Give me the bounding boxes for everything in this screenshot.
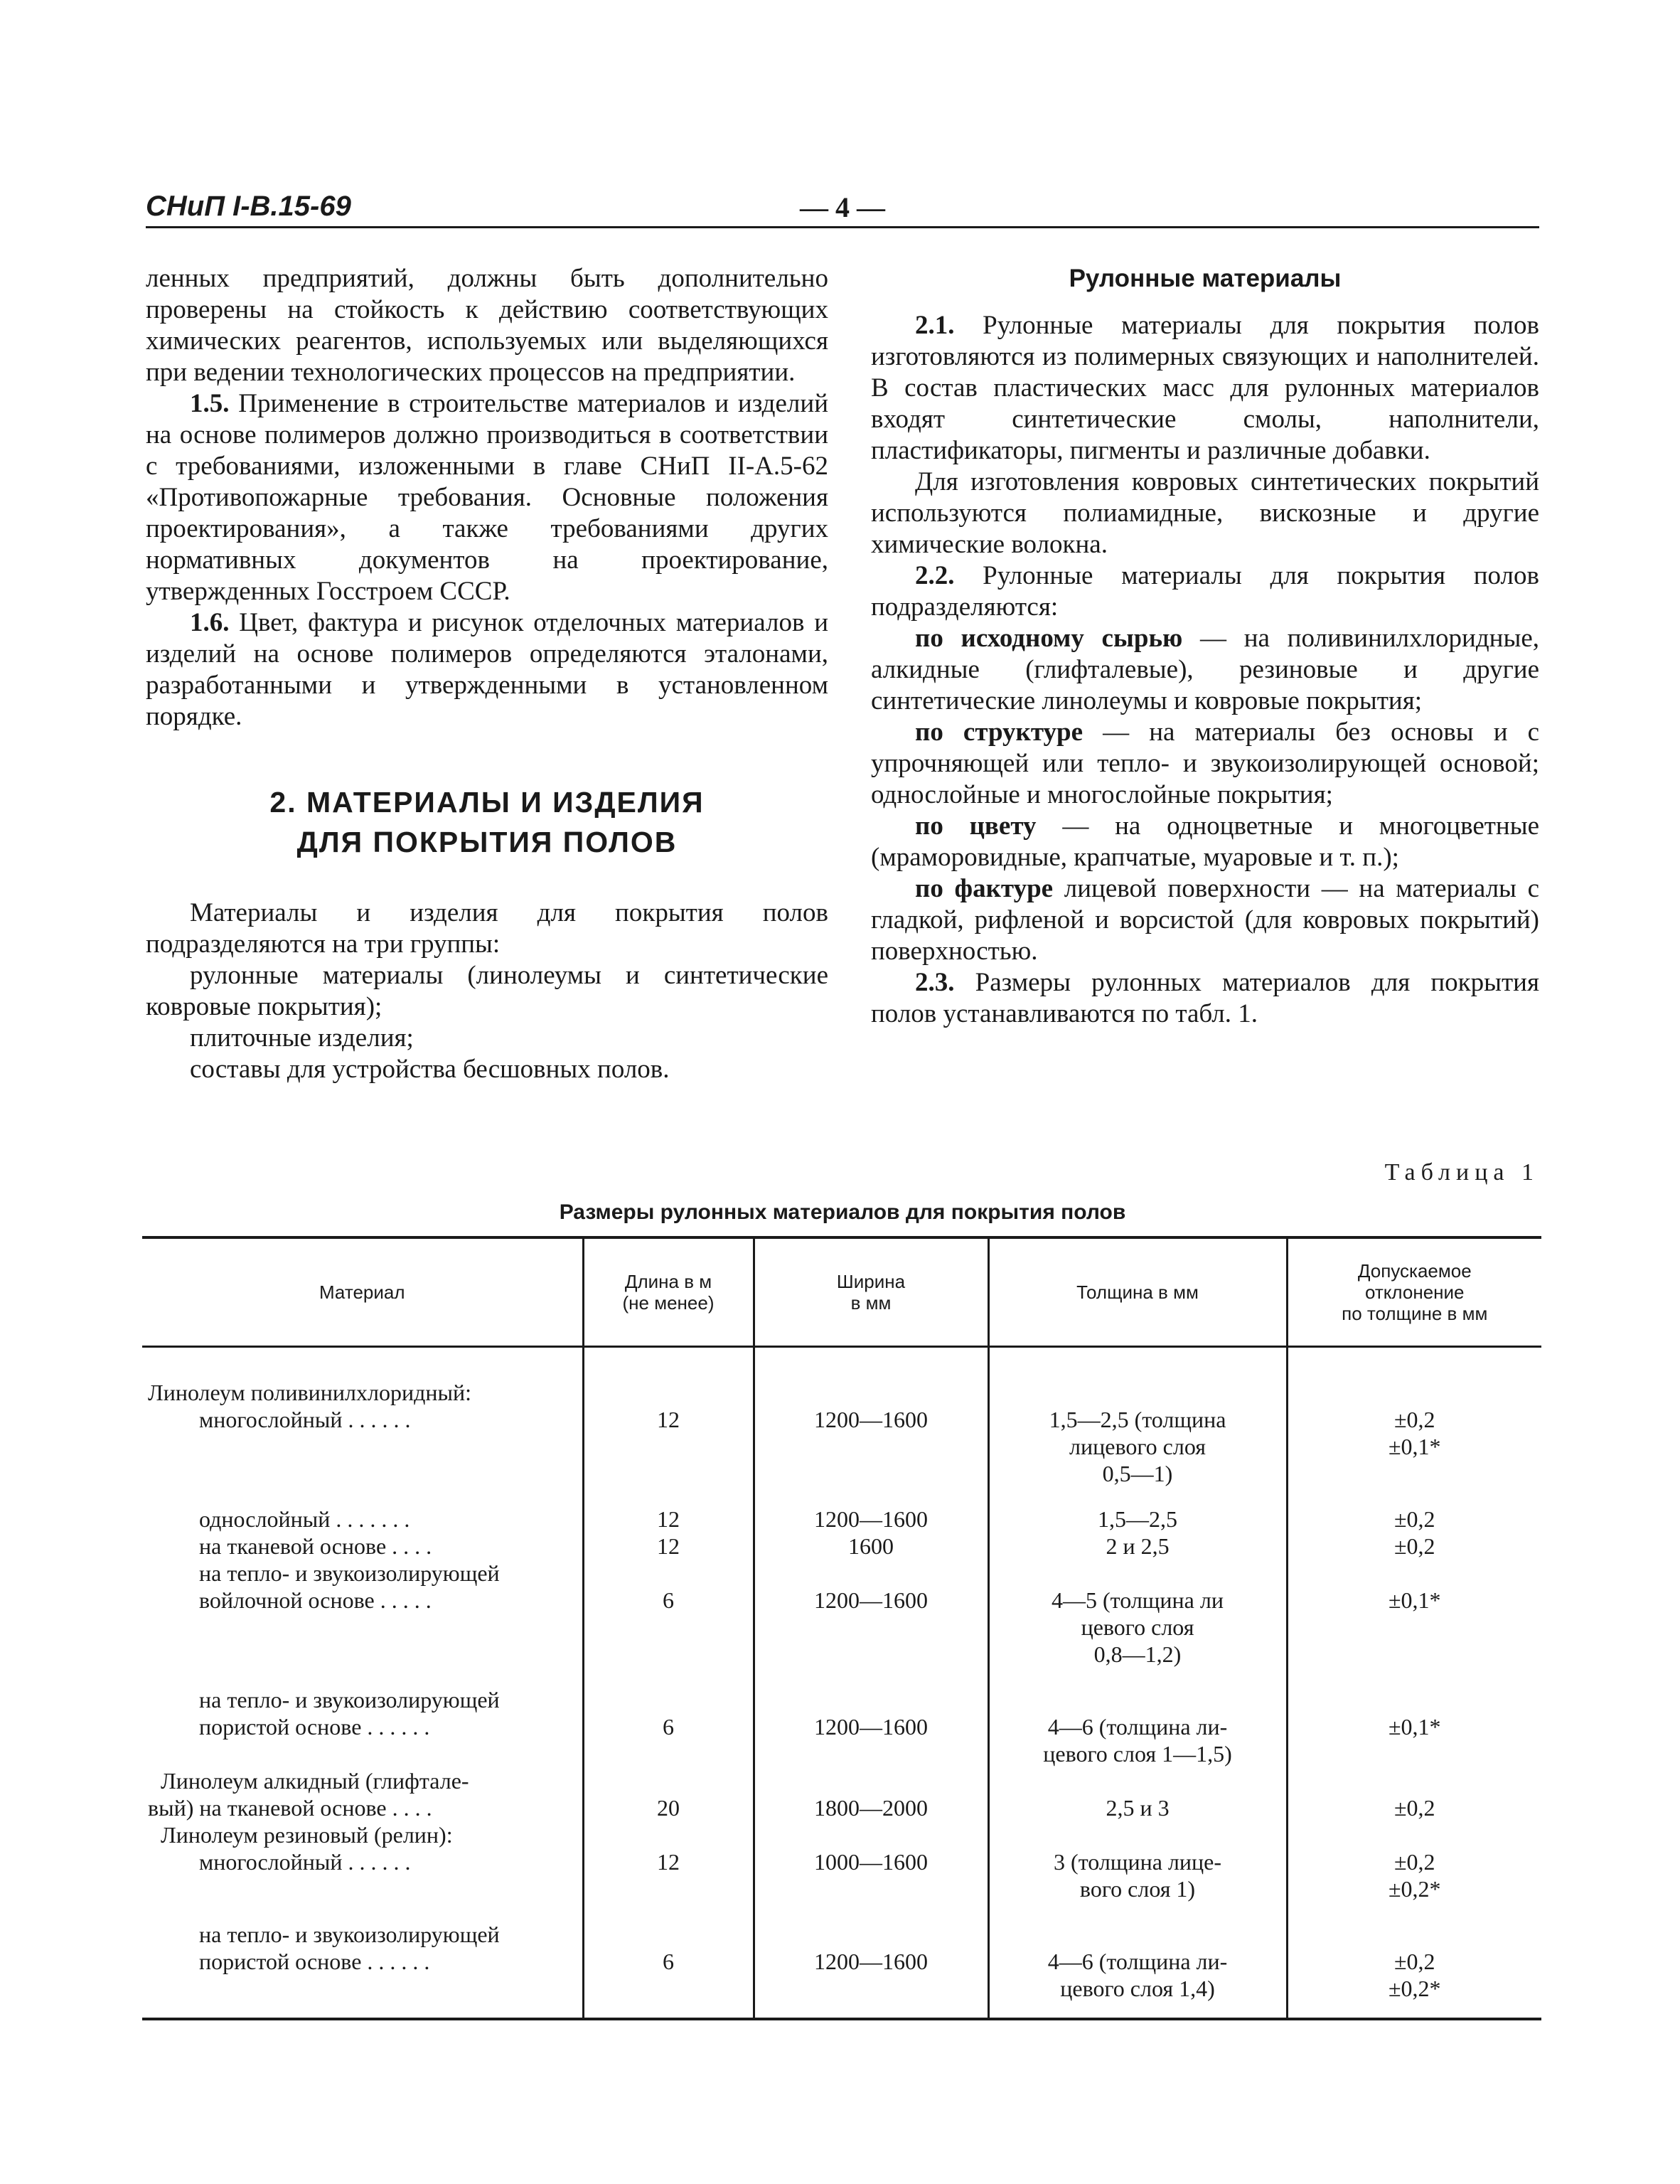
term: по фактуре: [915, 874, 1054, 903]
material-name: на тепло- и звукоизолирующей: [199, 1687, 500, 1712]
cell-length: [583, 1686, 754, 1767]
cell-thickness: [988, 1848, 1287, 1902]
table-spacer: [142, 1902, 1541, 1921]
cell-tolerance: [1287, 1686, 1541, 1767]
thickness-line: лицевого слоя: [1069, 1434, 1206, 1459]
thickness-line: 4—6 (толщина ли-: [1047, 1714, 1228, 1740]
value: 6: [663, 1587, 674, 1613]
cell-tolerance: [1287, 1406, 1541, 1487]
tolerance-line: ±0,1*: [1388, 1434, 1441, 1459]
cell-material: [142, 1848, 583, 1902]
table-row: [142, 1686, 1541, 1767]
material-name: на тепло- и звукоизолирующей: [199, 1922, 500, 1947]
value: 2,5 и 3: [1106, 1795, 1170, 1821]
document-code: СНиП I-В.15-69: [146, 191, 351, 222]
paragraph: Материалы и изделия для покрытия полов подразделяются на три группы:: [146, 898, 828, 959]
table-spacer: [142, 1668, 1541, 1686]
table-row: [142, 1767, 1541, 1821]
cell-tolerance: [1287, 1848, 1541, 1902]
cell-tolerance: [1287, 1821, 1541, 1848]
cell-width: [754, 1921, 988, 2019]
cell-tolerance: [1287, 1921, 1541, 2019]
cell-material: [142, 1347, 583, 1407]
cell-width: 1200—1600: [754, 1506, 988, 1533]
value: 6: [663, 1714, 674, 1740]
clause-text: Цвет, фактура и рисунок отделочных материалов и изделий на основе полимеров определяются эталонами, разработанными и утвержденными в установленном порядке.: [146, 608, 828, 731]
clause-text: Применение в строительстве материалов и изделий на основе полимеров должно производиться в соответствии с требованиями, изложенными в главе СНиП II-А.5-62 «Противопожарные требования. Основные положения проектирования», а также требованиями других нормативных документов на проектирование, утвержденных Госстроем СССР.: [146, 389, 828, 606]
clause-text: Рулонные материалы для покрытия полов подразделяются:: [871, 561, 1539, 622]
thickness-line: 4—5 (толщина ли: [1052, 1587, 1224, 1613]
material-name: Линолеум алкидный (глифтале-: [161, 1768, 469, 1794]
thickness-line: цевого слоя: [1081, 1614, 1194, 1640]
definition: лицевой поверхности — на материалы с гладкой, рифленой и ворсистой (для ковровых покрытий) поверхностью.: [871, 874, 1539, 966]
page-number: — 4 —: [800, 191, 885, 223]
clause-number: 1.5.: [190, 389, 230, 418]
tolerance-line: ±0,2*: [1388, 1976, 1441, 2001]
classification-item: [871, 873, 1539, 967]
cell-tolerance: [1287, 1767, 1541, 1821]
cell-width: [754, 1347, 988, 1407]
paragraph: Для изготовления ковровых синтетических покрытий используются полиамидные, вискозные и другие химические волокна.: [871, 467, 1539, 559]
thickness-line: цевого слоя 1—1,5): [1043, 1741, 1232, 1767]
material-name: вый) на тканевой основе . . . .: [148, 1795, 432, 1821]
tolerance-line: ±0,2*: [1388, 1876, 1441, 1902]
thickness-line: 1,5—2,5 (толщина: [1049, 1407, 1226, 1432]
material-name: на тепло- и звукоизолирующей: [199, 1560, 500, 1586]
cell-thickness: [988, 1921, 1287, 2019]
value: ±0,1*: [1388, 1714, 1441, 1740]
value: ±0,1*: [1388, 1587, 1441, 1613]
cell-tolerance: ±0,2: [1287, 1506, 1541, 1533]
cell-width: 1200—1600: [754, 1406, 988, 1487]
table-row: [142, 1406, 1541, 1487]
value: 1200—1600: [814, 1949, 928, 1974]
clause-number: 2.3.: [915, 968, 955, 997]
cell-length: 12: [583, 1533, 754, 1560]
cell-width: 1000—1600: [754, 1848, 988, 1902]
thickness-line: 0,8—1,2): [1093, 1641, 1182, 1667]
list-item: рулонные материалы (линолеумы и синтетические ковровые покрытия);: [146, 961, 828, 1021]
table-spacer: [142, 1487, 1541, 1506]
thickness-line: 4—6 (толщина ли-: [1047, 1949, 1228, 1974]
list-item: плиточные изделия;: [190, 1023, 414, 1053]
header-line: Длина в м: [624, 1271, 712, 1292]
cell-tolerance: ±0,2: [1287, 1533, 1541, 1560]
cell-thickness: [988, 1406, 1287, 1487]
value: 1800—2000: [814, 1795, 928, 1821]
cell-length: 12: [583, 1406, 754, 1487]
thickness-line: 0,5—1): [1102, 1461, 1173, 1486]
cell-material: [142, 1767, 583, 1821]
tolerance-line: ±0,2: [1393, 1407, 1435, 1432]
cell-length: [583, 1560, 754, 1668]
left-column: [146, 263, 828, 1085]
material-name: войлочной основе . . . . .: [199, 1587, 432, 1613]
material-name: пористой основе . . . . . .: [199, 1714, 430, 1740]
paragraph-2-2: [871, 560, 1539, 623]
cell-tolerance: [1287, 1560, 1541, 1668]
value: ±0,2: [1393, 1795, 1435, 1821]
cell-material: [142, 1533, 583, 1560]
tolerance-line: ±0,2: [1393, 1849, 1435, 1875]
value: 1200—1600: [814, 1587, 928, 1613]
header-line: в мм: [850, 1292, 892, 1314]
material-name: однослойный . . . . . . .: [199, 1506, 410, 1532]
clause-text: Размеры рулонных материалов для покрытия полов устанавливаются по табл. 1.: [871, 968, 1539, 1028]
table-header-row: [142, 1237, 1541, 1347]
material-name: пористой основе . . . . . .: [199, 1949, 430, 1974]
paragraph-1-6: [146, 607, 828, 733]
table-row: [142, 1533, 1541, 1560]
clause-text: Рулонные материалы для покрытия полов изготовляются из полимерных связующих и наполнителей. В состав пластических масс для рулонных материалов входят синтетические смолы, наполнители, пластификаторы, пигменты и различные добавки.: [871, 311, 1539, 465]
clause-number: 1.6.: [190, 608, 230, 637]
header-line: Допускаемое: [1357, 1260, 1472, 1282]
term: по исходному сырью: [915, 624, 1183, 653]
cell-width: [754, 1821, 988, 1848]
cell-length: [583, 1767, 754, 1821]
cell-thickness: [988, 1821, 1287, 1848]
value: 6: [663, 1949, 674, 1974]
definition: — на поливинилхлоридные, алкидные (глифталевые), резиновые и другие синтетические линолеумы и ковровые покрытия;: [871, 624, 1540, 715]
clause-number: 2.1.: [915, 311, 955, 340]
paragraph-2-1: [871, 310, 1539, 467]
header-length: [583, 1237, 754, 1347]
material-group: Линолеум резиновый (релин):: [161, 1822, 453, 1848]
cell-thickness: [988, 1686, 1287, 1767]
table-row: [142, 1506, 1541, 1533]
cell-material: [142, 1921, 583, 2019]
header-line: Ширина: [836, 1271, 906, 1292]
table-row: [142, 1921, 1541, 2019]
cell-thickness: 2 и 2,5: [988, 1533, 1287, 1560]
thickness-line: 3 (толщина лице-: [1054, 1849, 1221, 1875]
header-line: отклонение: [1364, 1282, 1465, 1303]
cell-thickness: [988, 1347, 1287, 1407]
table-row: [142, 1848, 1541, 1902]
tolerance-line: ±0,2: [1393, 1949, 1435, 1974]
cell-width: [754, 1560, 988, 1668]
cell-tolerance: [1287, 1347, 1541, 1407]
cell-width: 1600: [754, 1533, 988, 1560]
paragraph-1-5: [146, 388, 828, 607]
cell-material: [142, 1506, 583, 1533]
table-caption: Таблица 1: [1384, 1159, 1539, 1186]
material-group: Линолеум поливинилхлоридный:: [148, 1380, 471, 1405]
material-name: на тканевой основе . . . .: [199, 1533, 432, 1559]
header-rule: [146, 226, 1539, 228]
table-row: [142, 1821, 1541, 1848]
header-tolerance: [1287, 1237, 1541, 1347]
subsection-title: Рулонные материалы: [1069, 265, 1342, 292]
table-title: Размеры рулонных материалов для покрытия полов: [559, 1200, 1126, 1224]
cell-thickness: [988, 1560, 1287, 1668]
table-row: [142, 1347, 1541, 1407]
header-material: Материал: [142, 1237, 583, 1347]
cell-material: [142, 1821, 583, 1848]
paragraph-2-3: [871, 967, 1539, 1030]
cell-length: [583, 1921, 754, 2019]
right-column: [871, 263, 1539, 1030]
header-line: (не менее): [622, 1292, 715, 1314]
thickness-line: цевого слоя 1,4): [1060, 1976, 1215, 2001]
value: 20: [657, 1795, 680, 1821]
thickness-line: вого слоя 1): [1079, 1876, 1196, 1902]
term: по цвету: [915, 811, 1037, 841]
cell-width: [754, 1767, 988, 1821]
cell-length: [583, 1347, 754, 1407]
header-line: по толщине в мм: [1342, 1303, 1488, 1324]
dimensions-table: [142, 1236, 1541, 2020]
cell-thickness: 1,5—2,5: [988, 1506, 1287, 1533]
paragraph: ленных предприятий, должны быть дополнительно проверены на стойкость к действию соответствующих химических реагентов, используемых или выделяющихся при ведении технологических процессов на предприятии.: [146, 264, 828, 387]
cell-length: 12: [583, 1848, 754, 1902]
cell-length: [583, 1821, 754, 1848]
cell-material: [142, 1686, 583, 1767]
cell-thickness: [988, 1767, 1287, 1821]
list-item: составы для устройства бесшовных полов.: [190, 1055, 670, 1084]
classification-item: [871, 717, 1539, 811]
cell-length: 12: [583, 1506, 754, 1533]
cell-material: [142, 1560, 583, 1668]
classification-item: [871, 623, 1539, 717]
term: по структуре: [915, 718, 1084, 747]
header-thickness: Толщина в мм: [988, 1237, 1287, 1347]
section-title-line-2: ДЛЯ ПОКРЫТИЯ ПОЛОВ: [296, 826, 678, 858]
table-row: [142, 1560, 1541, 1668]
definition: — на одноцветные и многоцветные (мраморовидные, крапчатые, муаровые и т. п.);: [871, 811, 1539, 872]
cell-material: [142, 1406, 583, 1487]
clause-number: 2.2.: [915, 561, 955, 590]
cell-width: [754, 1686, 988, 1767]
definition: — на материалы без основы и с упрочняющей или тепло- и звукоизолирующей основой; однослойные и многослойные покрытия;: [871, 718, 1540, 809]
classification-item: [871, 811, 1539, 873]
section-title: [146, 782, 828, 862]
section-title-line-1: 2. МАТЕРИАЛЫ И ИЗДЕЛИЯ: [269, 786, 705, 819]
material-name: многослойный . . . . . .: [199, 1407, 411, 1432]
header-width: [754, 1237, 988, 1347]
material-name: многослойный . . . . . .: [199, 1849, 411, 1875]
value: 1200—1600: [814, 1714, 928, 1740]
